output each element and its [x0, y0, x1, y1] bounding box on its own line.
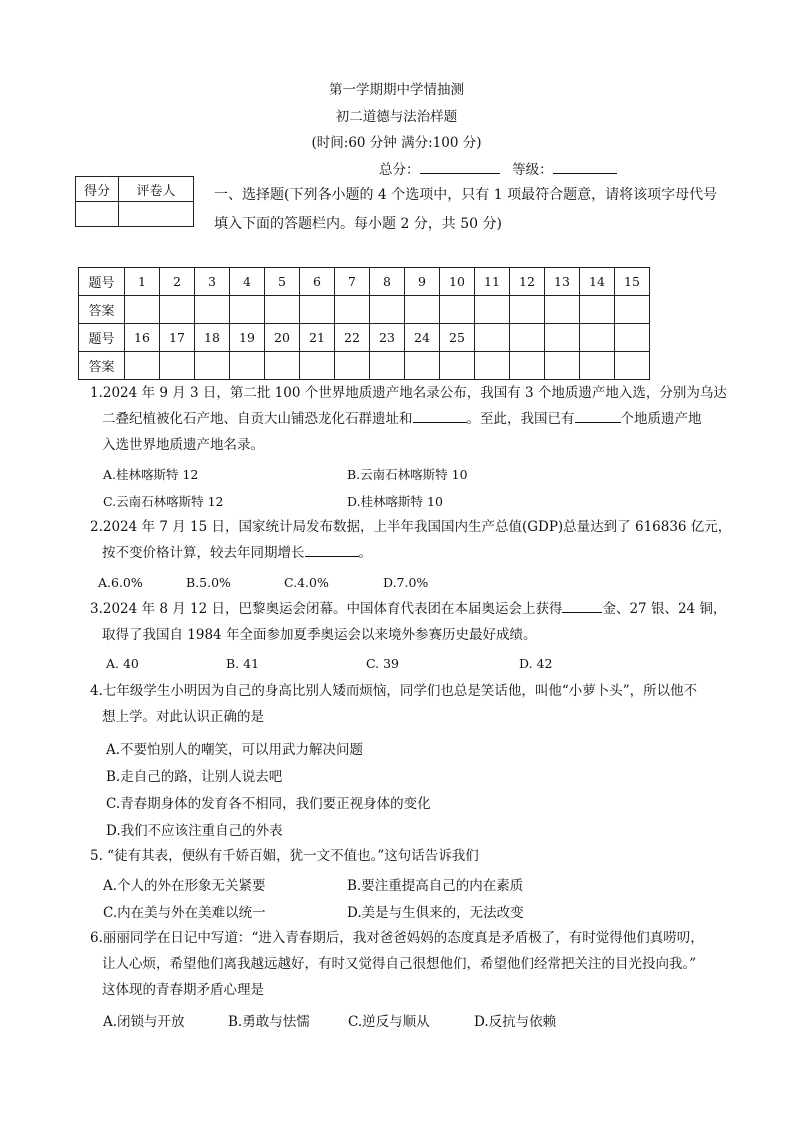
- total-label: 总分：: [379, 162, 420, 178]
- number-label: 题号: [79, 268, 125, 296]
- time-info: (时间:60 分钟 满分:100 分): [311, 135, 482, 151]
- number-row: [79, 268, 650, 296]
- answer-cell[interactable]: [335, 296, 370, 324]
- q4-line2: 想上学。对此认识正确的是: [102, 709, 264, 725]
- answer-cell[interactable]: [475, 296, 510, 324]
- answer-cell[interactable]: [440, 296, 475, 324]
- q6-line2: 让人心烦，希望他们离我越远越好，有时又觉得自己很想他们，希望他们经常把关注的目光投向我。”: [102, 956, 697, 972]
- q1-blank-1[interactable]: [413, 408, 467, 423]
- answer-cell[interactable]: [615, 352, 650, 380]
- q5-option-a[interactable]: A.个人的外在形象无关紧要: [103, 878, 266, 894]
- question-number-cell: 20: [265, 324, 300, 352]
- question-number-cell: [475, 324, 510, 352]
- q6-option-b[interactable]: B.勇敢与怯懦: [228, 1014, 310, 1030]
- question-number-cell: 6: [300, 268, 335, 296]
- answer-cell[interactable]: [125, 352, 160, 380]
- q2-option-b[interactable]: B.5.0%: [186, 575, 231, 590]
- exam-title: 第一学期期中学情抽测: [329, 82, 464, 98]
- q1-line2: [90, 406, 730, 432]
- answer-cell[interactable]: [335, 352, 370, 380]
- answer-cell[interactable]: [230, 352, 265, 380]
- q6-option-d[interactable]: D.反抗与依赖: [474, 1014, 557, 1030]
- q1-line1: 1.2024 年 9 月 3 日，第二批 100 个世界地质遗产地名录公布，我国有 3 个地质遗产地入选，分别为乌达: [90, 385, 727, 401]
- exam-subtitle: 初二道德与法治样题: [335, 109, 458, 125]
- q3-line1: [90, 596, 730, 622]
- answer-row: [79, 296, 650, 324]
- answer-cell[interactable]: [370, 296, 405, 324]
- q1-line2b: 。至此，我国已有: [466, 411, 575, 427]
- question-number-cell: 24: [405, 324, 440, 352]
- answer-table: [78, 267, 650, 380]
- answer-cell[interactable]: [475, 352, 510, 380]
- q3-line1a: 3.2024 年 8 月 12 日，巴黎奥运会闭幕。中国体育代表团在本届奥运会上获得: [90, 601, 563, 617]
- q4-option-d[interactable]: D.我们不应该注重自己的外表: [106, 823, 283, 839]
- answer-cell[interactable]: [265, 352, 300, 380]
- grade-label: 等级：: [512, 162, 553, 178]
- q1-option-d[interactable]: D.桂林喀斯特 10: [347, 494, 443, 509]
- question-number-cell: 5: [265, 268, 300, 296]
- q6-line3: 这体现的青春期矛盾心理是: [102, 982, 264, 998]
- question-number-cell: 4: [230, 268, 265, 296]
- q4-option-a[interactable]: A.不要怕别人的嘲笑，可以用武力解决问题: [106, 742, 364, 758]
- q2-option-d[interactable]: D.7.0%: [383, 575, 429, 590]
- answer-cell[interactable]: [370, 352, 405, 380]
- q5-option-b[interactable]: B.要注重提高自己的内在素质: [347, 878, 524, 894]
- q2-option-a[interactable]: A.6.0%: [98, 575, 143, 590]
- question-number-cell: 16: [125, 324, 160, 352]
- question-number-cell: 12: [510, 268, 545, 296]
- q6-option-a[interactable]: A.闭锁与开放: [103, 1014, 185, 1030]
- answer-cell[interactable]: [300, 296, 335, 324]
- q6-option-c[interactable]: C.逆反与顺从: [348, 1014, 430, 1030]
- question-number-cell: 21: [300, 324, 335, 352]
- q3-line2: 取得了我国自 1984 年全面参加夏季奥运会以来境外参赛历史最好成绩。: [102, 627, 537, 643]
- answer-cell[interactable]: [160, 296, 195, 324]
- section1-line2: 填入下面的答题栏内。每小题 2 分，共 50 分): [214, 216, 502, 232]
- q1-line2c: 个地质遗产地: [620, 411, 702, 427]
- answer-cell[interactable]: [230, 296, 265, 324]
- question-number-cell: 15: [615, 268, 650, 296]
- question-number-cell: 2: [160, 268, 195, 296]
- question-1: [90, 380, 730, 458]
- answer-cell[interactable]: [615, 296, 650, 324]
- total-blank[interactable]: [420, 159, 500, 174]
- question-number-cell: 22: [335, 324, 370, 352]
- q1-line3: 入选世界地质遗产地名录。: [102, 437, 264, 453]
- grade-blank[interactable]: [553, 159, 617, 174]
- q5-option-d[interactable]: D.美是与生俱来的，无法改变: [347, 905, 524, 921]
- question-number-cell: [615, 324, 650, 352]
- answer-cell[interactable]: [265, 296, 300, 324]
- q2-line2: [90, 540, 730, 566]
- score-box: [75, 176, 194, 227]
- question-number-cell: 18: [195, 324, 230, 352]
- question-number-cell: 1: [125, 268, 160, 296]
- total-score-field: [379, 158, 617, 178]
- question-number-cell: [580, 324, 615, 352]
- answer-cell[interactable]: [405, 352, 440, 380]
- q2-blank[interactable]: [305, 542, 359, 557]
- question-number-cell: 9: [405, 268, 440, 296]
- question-number-cell: 25: [440, 324, 475, 352]
- question-2: [90, 514, 730, 566]
- q1-option-c[interactable]: C.云南石林喀斯特 12: [103, 494, 224, 509]
- q3-line1b: 金、27 银、24 铜，: [602, 601, 727, 617]
- question-number-cell: 7: [335, 268, 370, 296]
- q3-blank[interactable]: [562, 598, 602, 613]
- answer-label: 答案: [79, 296, 125, 324]
- question-number-cell: 11: [475, 268, 510, 296]
- question-number-cell: 3: [195, 268, 230, 296]
- question-number-cell: [510, 324, 545, 352]
- q3-option-b[interactable]: B. 41: [226, 656, 260, 671]
- q1-option-a[interactable]: A.桂林喀斯特 12: [103, 467, 199, 482]
- answer-cell[interactable]: [440, 352, 475, 380]
- q4-option-b[interactable]: B.走自己的路，让别人说去吧: [106, 769, 283, 785]
- question-number-cell: 17: [160, 324, 195, 352]
- question-number-cell: 19: [230, 324, 265, 352]
- answer-cell[interactable]: [510, 296, 545, 324]
- q2-line1: 2.2024 年 7 月 15 日，国家统计局发布数据，上半年我国国内生产总值(GDP)总量达到了 616836 亿元，: [90, 519, 732, 535]
- question-3: [90, 596, 730, 648]
- grader-cell[interactable]: [119, 202, 194, 227]
- answer-row: [79, 352, 650, 380]
- answer-cell[interactable]: [160, 352, 195, 380]
- question-number-cell: 13: [545, 268, 580, 296]
- question-number-cell: 14: [580, 268, 615, 296]
- q3-option-c[interactable]: C. 39: [366, 656, 399, 671]
- number-row: [79, 324, 650, 352]
- answer-cell[interactable]: [195, 296, 230, 324]
- q6-line1: 6.丽丽同学在日记中写道：“进入青春期后，我对爸爸妈妈的态度真是矛盾极了，有时觉得他们真唠叨，: [90, 930, 704, 946]
- answer-label: 答案: [79, 352, 125, 380]
- answer-cell[interactable]: [300, 352, 335, 380]
- q2-line2b: 。: [358, 545, 372, 561]
- answer-cell[interactable]: [510, 352, 545, 380]
- question-number-cell: 10: [440, 268, 475, 296]
- grader-label: 评卷人: [119, 177, 194, 202]
- question-number-cell: 8: [370, 268, 405, 296]
- question-number-cell: [545, 324, 580, 352]
- q3-option-d[interactable]: D. 42: [519, 656, 553, 671]
- number-label: 题号: [79, 324, 125, 352]
- answer-cell[interactable]: [125, 296, 160, 324]
- score-label: 得分: [76, 177, 119, 202]
- q1-blank-2[interactable]: [575, 408, 621, 423]
- question-6: [90, 925, 730, 1003]
- answer-cell[interactable]: [580, 352, 615, 380]
- q2-line2a: 按不变价格计算，较去年同期增长: [102, 545, 305, 561]
- q5-line1: 5. “徒有其表，便纵有千娇百媚，犹一文不值也。”这句话告诉我们: [90, 848, 479, 864]
- q1-option-b[interactable]: B.云南石林喀斯特 10: [347, 467, 468, 482]
- answer-cell[interactable]: [195, 352, 230, 380]
- answer-cell[interactable]: [545, 352, 580, 380]
- question-5: [90, 843, 730, 869]
- q3-option-a[interactable]: A. 40: [106, 656, 139, 671]
- q5-option-c[interactable]: C.内在美与外在美难以统一: [103, 905, 266, 921]
- section1-line1: 一、选择题(下列各小题的 4 个选项中，只有 1 项最符合题意，请将该项字母代号: [214, 187, 718, 203]
- q2-option-c[interactable]: C.4.0%: [284, 575, 329, 590]
- q1-line2a: 二叠纪植被化石产地、自贡大山铺恐龙化石群遗址和: [102, 411, 413, 427]
- question-4: [90, 678, 730, 730]
- answer-cell[interactable]: [545, 296, 580, 324]
- answer-cell[interactable]: [405, 296, 440, 324]
- q4-option-c[interactable]: C.青春期身体的发育各不相同，我们要正视身体的变化: [106, 796, 431, 812]
- q4-line1: 4.七年级学生小明因为自己的身高比别人矮而烦恼，同学们也总是笑话他，叫他“小萝卜头”，所以他不: [90, 683, 698, 699]
- score-cell[interactable]: [76, 202, 119, 227]
- question-number-cell: 23: [370, 324, 405, 352]
- answer-cell[interactable]: [580, 296, 615, 324]
